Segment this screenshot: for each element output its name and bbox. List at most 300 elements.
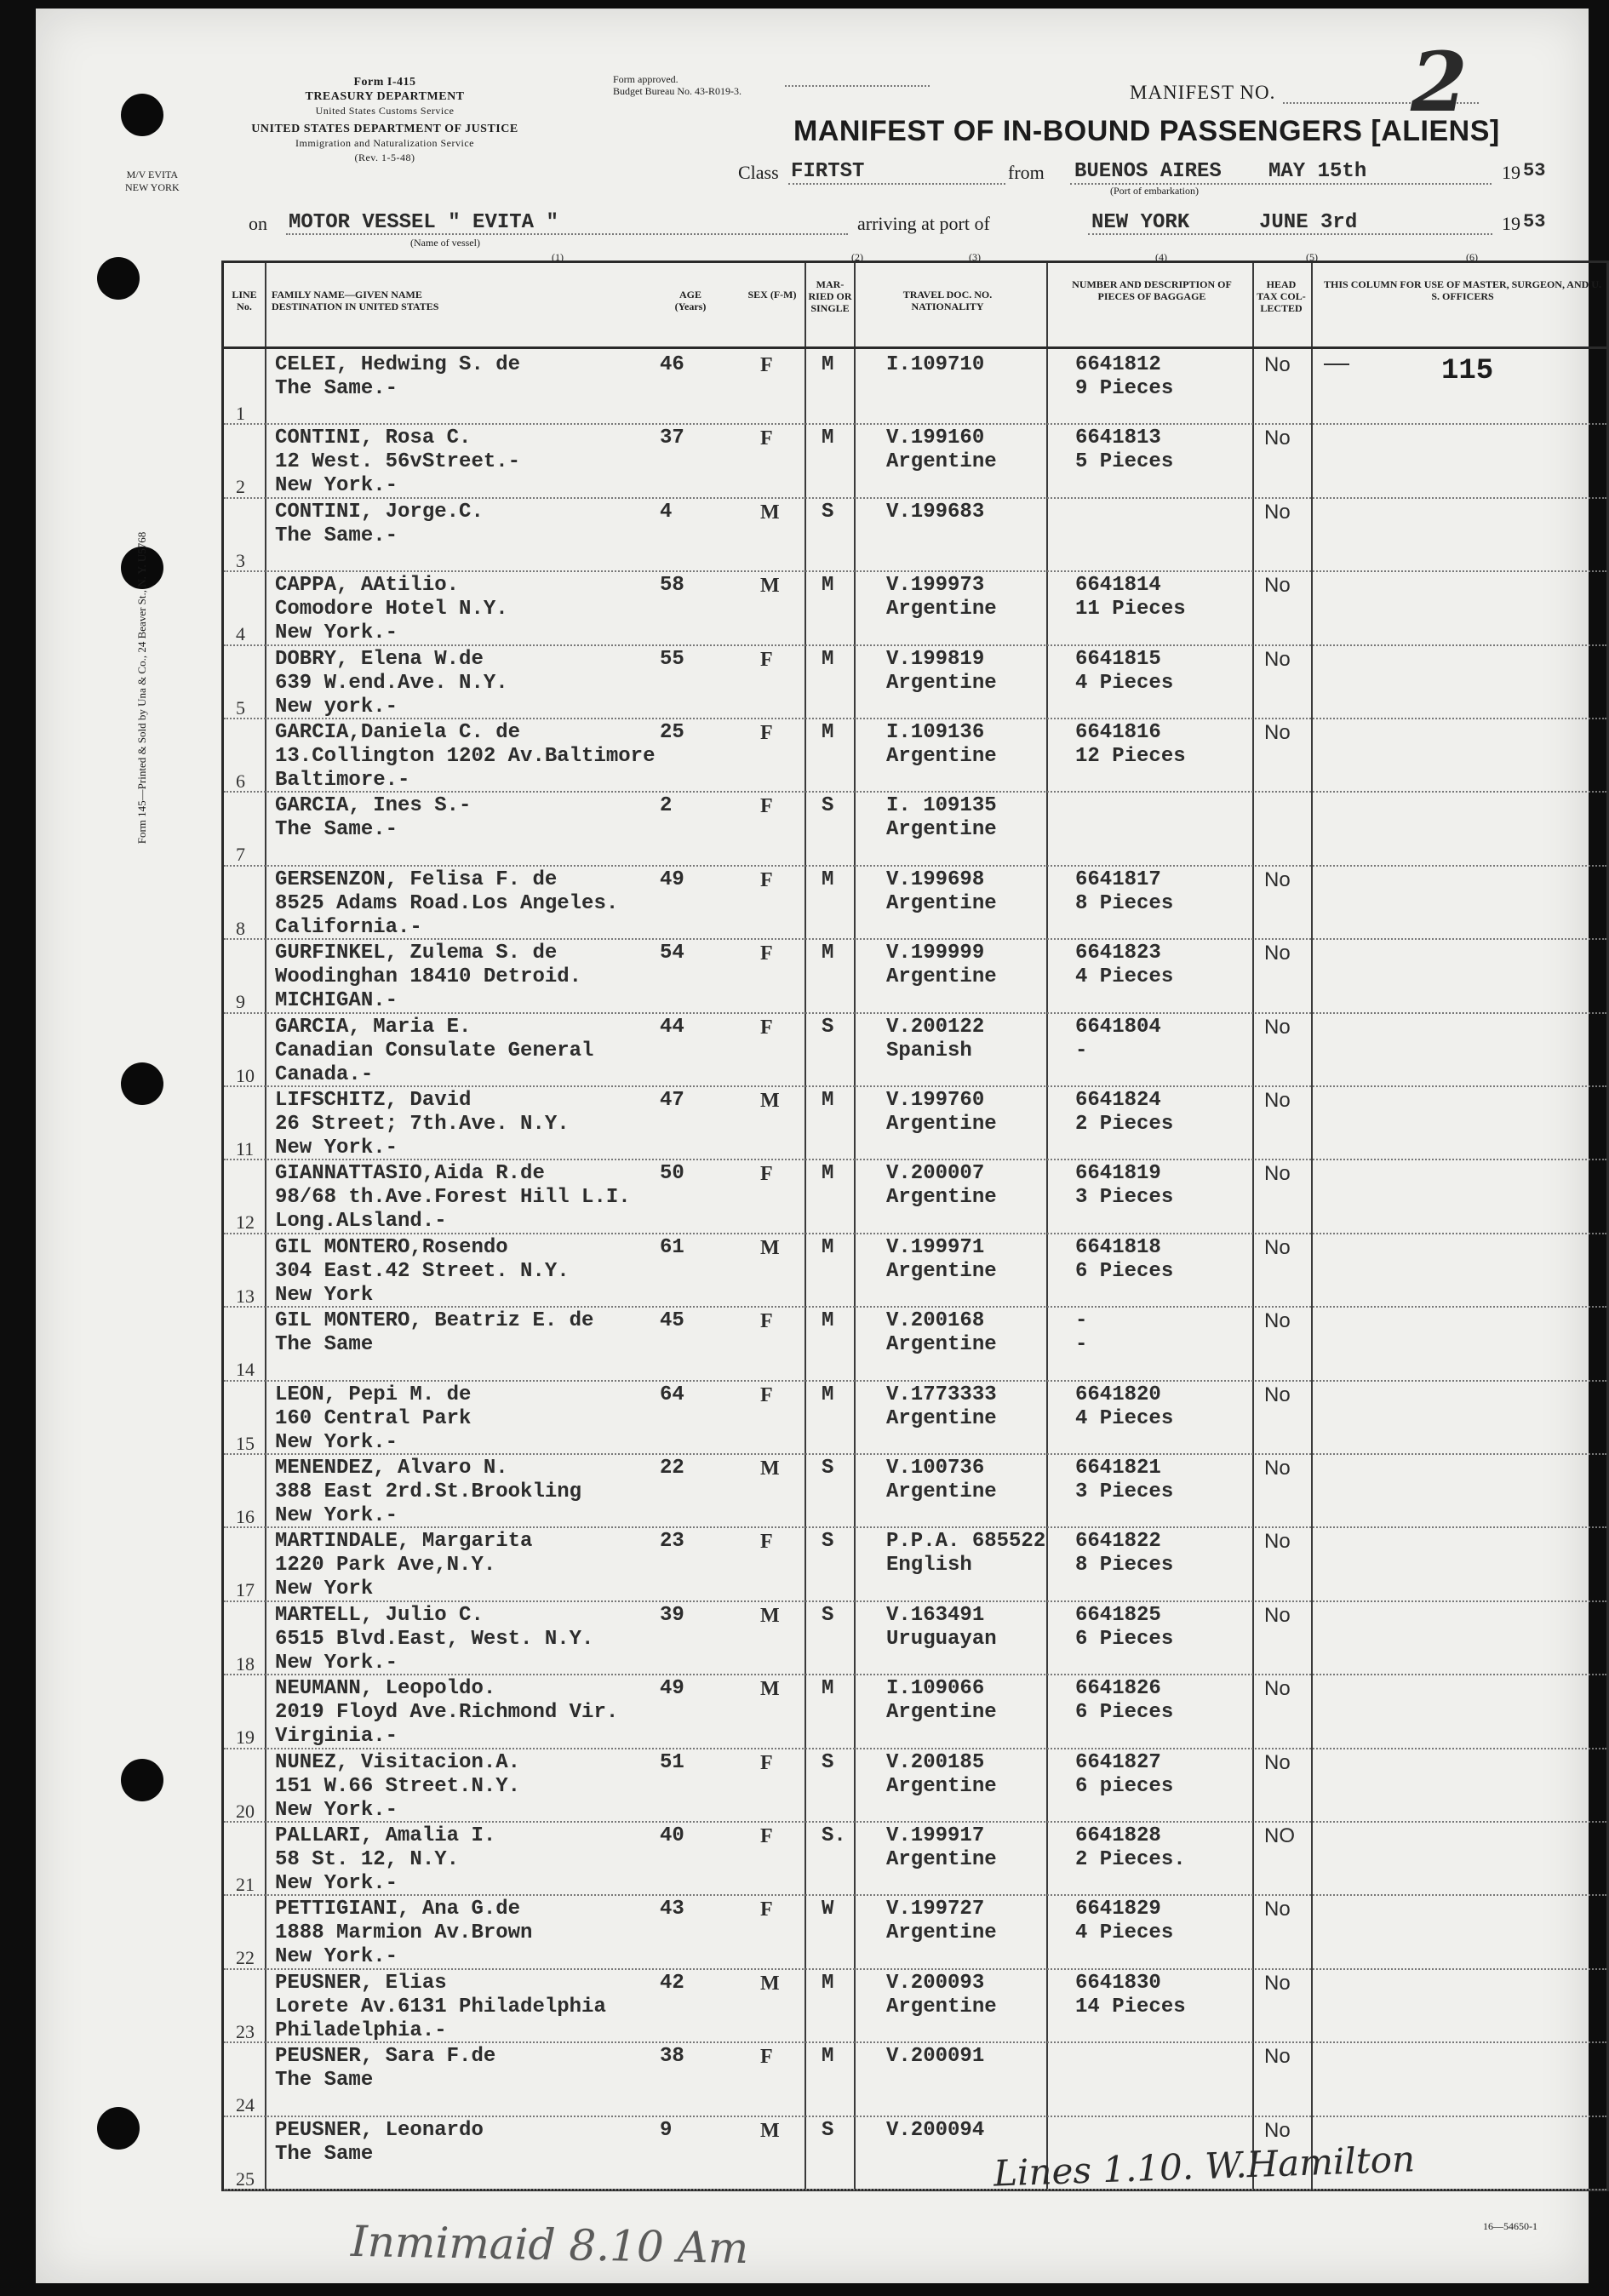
head-tax: No — [1264, 1089, 1291, 1112]
line-number: 11 — [236, 1138, 255, 1159]
col-head-tax: HEAD TAX COL-LECTED — [1257, 278, 1306, 314]
passenger-destination-2: New York.- — [275, 1651, 398, 1675]
approval-dots — [785, 85, 930, 87]
passenger-sex: F — [760, 722, 773, 744]
passenger-marital: M — [822, 647, 834, 671]
baggage-number: 6641823 — [1075, 942, 1161, 965]
travel-doc-number: I.109710 — [886, 353, 985, 376]
baggage-number: 6641830 — [1075, 1971, 1161, 1995]
passenger-age: 43 — [660, 1898, 684, 1921]
vessel-dots — [286, 233, 848, 235]
passenger-name: GARCIA,Daniela C. de — [275, 721, 521, 744]
passenger-age: 47 — [660, 1089, 684, 1112]
baggage-pieces: 9 Pieces — [1075, 377, 1174, 400]
passenger-marital: M — [822, 574, 834, 598]
head-tax: No — [1264, 1162, 1291, 1186]
manifest-no-label: MANIFEST NO. — [1130, 82, 1276, 103]
baggage-pieces: 3 Pieces — [1075, 1186, 1174, 1210]
passenger-marital: S — [822, 1750, 834, 1774]
line-number: 21 — [236, 1874, 255, 1895]
head-tax: No — [1264, 942, 1291, 965]
baggage-number: 6641818 — [1075, 1235, 1161, 1259]
passenger-age: 49 — [660, 1677, 684, 1701]
passenger-destination: 8525 Adams Road.Los Angeles. — [275, 891, 619, 915]
passenger-marital: M — [822, 1162, 834, 1186]
passenger-marital: M — [822, 1383, 834, 1406]
passenger-destination: 1220 Park Ave,N.Y. — [275, 1554, 496, 1577]
passenger-marital: M — [822, 1677, 834, 1701]
row-rule — [224, 865, 1606, 867]
baggage-number: 6641828 — [1075, 1824, 1161, 1847]
baggage-pieces: 5 Pieces — [1075, 450, 1174, 474]
passenger-name: NEUMANN, Leopoldo. — [275, 1677, 496, 1701]
baggage-pieces: - — [1075, 1333, 1088, 1357]
col-num-3: (3) — [969, 251, 981, 263]
baggage-number: 6641822 — [1075, 1530, 1161, 1554]
row-rule — [224, 1674, 1606, 1675]
baggage-pieces: 6 Pieces — [1075, 1701, 1174, 1725]
line-number: 5 — [236, 696, 245, 719]
line-number: 7 — [236, 844, 245, 866]
form-header-left — [202, 75, 568, 165]
nationality: Argentine — [886, 745, 997, 768]
line-number: 16 — [236, 1506, 255, 1527]
row-rule — [224, 1526, 1606, 1528]
line-number: 1 — [236, 403, 245, 424]
margin-note — [125, 169, 180, 194]
row-rule — [224, 497, 1606, 499]
class-value: FIRTST — [791, 160, 865, 183]
passenger-destination: 2019 Floyd Ave.Richmond Vir. — [275, 1701, 619, 1725]
baggage-pieces: 14 Pieces — [1075, 1995, 1186, 2018]
head-tax: No — [1264, 1898, 1291, 1921]
line-number: 23 — [236, 2020, 255, 2042]
punch-hole — [97, 257, 140, 300]
passenger-marital: W — [822, 1898, 834, 1921]
travel-doc-number: P.P.A. 685522 — [886, 1530, 1046, 1554]
travel-doc-number: V.199973 — [886, 574, 985, 598]
row-rule — [224, 1012, 1606, 1014]
head-tax: No — [1264, 1750, 1291, 1774]
passenger-destination: The Same — [275, 1333, 374, 1357]
passenger-sex: F — [760, 354, 773, 376]
passenger-name: GIL MONTERO, Beatriz E. de — [275, 1309, 594, 1333]
passenger-age: 39 — [660, 1603, 684, 1627]
from-label: from — [1008, 162, 1045, 183]
nationality: Argentine — [886, 450, 997, 474]
nationality: Argentine — [886, 1848, 997, 1871]
row-rule — [224, 2189, 1606, 2190]
head-tax: No — [1264, 427, 1291, 450]
arrival-year-prefix: 19 — [1502, 213, 1520, 234]
col-num-6: (6) — [1466, 251, 1478, 263]
passenger-sex: F — [760, 868, 773, 891]
baggage-number: 6641813 — [1075, 427, 1161, 450]
baggage-pieces: 2 Pieces. — [1075, 1848, 1186, 1871]
passenger-sex: F — [760, 795, 773, 818]
passenger-sex: M — [760, 1236, 780, 1259]
passenger-name: GURFINKEL, Zulema S. de — [275, 942, 558, 965]
row-rule — [224, 1159, 1606, 1160]
passenger-destination: 6515 Blvd.East, West. N.Y. — [275, 1627, 594, 1651]
passenger-destination: The Same — [275, 2142, 374, 2166]
passenger-destination-2: Baltimore.- — [275, 769, 410, 792]
col-head-sex: SEX (F-M) — [747, 289, 797, 301]
col-head-line: LINE No. — [232, 289, 257, 312]
passenger-sex: F — [760, 1751, 773, 1774]
baggage-pieces: 11 Pieces — [1075, 598, 1186, 621]
line-number: 10 — [236, 1064, 255, 1086]
passenger-destination: The Same.- — [275, 377, 398, 400]
dept-justice-sub: Immigration and Naturalization Service — [295, 137, 474, 149]
row-rule — [224, 423, 1606, 425]
row-rule — [224, 2116, 1606, 2117]
passenger-name: PETTIGIANI, Ana G.de — [275, 1898, 521, 1921]
passenger-destination-2: MICHIGAN.- — [275, 989, 398, 1013]
passenger-sex: F — [760, 942, 773, 965]
from-year-suffix: 53 — [1523, 160, 1546, 181]
baggage-pieces: 6 Pieces — [1075, 1627, 1174, 1651]
baggage-number: 6641815 — [1075, 647, 1161, 671]
nationality: Spanish — [886, 1039, 972, 1062]
class-dots — [788, 183, 1005, 185]
passenger-name: PEUSNER, Leonardo — [275, 2118, 484, 2142]
col-divider — [854, 263, 856, 2189]
nationality: Argentine — [886, 1333, 997, 1357]
baggage-number: 6641816 — [1075, 721, 1161, 744]
row-rule — [224, 1968, 1606, 1970]
baggage-number: 6641826 — [1075, 1677, 1161, 1701]
head-tax: NO — [1264, 1824, 1295, 1847]
passenger-destination-2: California.- — [275, 915, 422, 939]
passenger-sex: F — [760, 427, 773, 450]
passenger-name: CONTINI, Rosa C. — [275, 427, 472, 450]
from-year-prefix: 19 — [1502, 162, 1520, 183]
passenger-destination: Lorete Av.6131 Philadelphia — [275, 1995, 606, 2018]
manifest-sheet — [36, 9, 1601, 2283]
head-tax: No — [1264, 574, 1291, 598]
passenger-destination: 98/68 th.Ave.Forest Hill L.I. — [275, 1186, 631, 1210]
revision: (Rev. 1-5-48) — [354, 152, 415, 163]
nationality: Argentine — [886, 1995, 997, 2018]
nationality: Argentine — [886, 598, 997, 621]
passenger-name: GARCIA, Maria E. — [275, 1015, 472, 1039]
passenger-destination: 1888 Marmion Av.Brown — [275, 1921, 533, 1945]
passenger-name: CAPPA, AAtilio. — [275, 574, 460, 598]
travel-doc-number: V.200168 — [886, 1309, 985, 1333]
passenger-sex: F — [760, 1016, 773, 1039]
baggage-number: 6641820 — [1075, 1383, 1161, 1406]
nationality: Argentine — [886, 1774, 997, 1798]
arrival-date: JUNE 3rd — [1259, 211, 1358, 234]
passenger-destination: 58 St. 12, N.Y. — [275, 1848, 460, 1871]
line-number: 6 — [236, 770, 245, 792]
passenger-destination: Woodinghan 18410 Detroid. — [275, 965, 582, 989]
travel-doc-number: V.200094 — [886, 2118, 985, 2142]
row-rule — [224, 791, 1606, 793]
passenger-sex: M — [760, 1678, 780, 1701]
passenger-destination: 388 East 2rd.St.Brookling — [275, 1480, 582, 1503]
baggage-pieces: - — [1075, 1039, 1088, 1062]
dept-treasury: TREASURY DEPARTMENT — [305, 90, 465, 103]
line-number: 14 — [236, 1359, 255, 1381]
col-divider — [265, 263, 266, 2189]
passenger-name: MARTELL, Julio C. — [275, 1603, 484, 1627]
head-tax: No — [1264, 1015, 1291, 1039]
passenger-age: 2 — [660, 794, 673, 818]
passenger-destination-2: New York.- — [275, 474, 398, 498]
passenger-age: 49 — [660, 867, 684, 891]
passenger-age: 46 — [660, 353, 684, 376]
col-head-baggage: NUMBER AND DESCRIPTION OF PIECES OF BAGGAGE — [1072, 278, 1232, 302]
travel-doc-number: V.163491 — [886, 1603, 985, 1627]
passenger-destination-2: New York.- — [275, 1945, 398, 1969]
officer-dash — [1324, 364, 1349, 365]
travel-doc-number: V.100736 — [886, 1457, 985, 1480]
passenger-marital: S. — [822, 1824, 846, 1847]
passenger-marital: M — [822, 721, 834, 744]
col-num-4: (4) — [1155, 251, 1167, 263]
passenger-sex: M — [760, 2119, 780, 2142]
passenger-destination-2: New York.- — [275, 621, 398, 645]
travel-doc-number: V.199160 — [886, 427, 985, 450]
passenger-marital: S — [822, 794, 834, 818]
dept-treasury-sub: United States Customs Service — [315, 105, 455, 117]
passenger-marital: S — [822, 1530, 834, 1554]
passenger-name: GIL MONTERO,Rosendo — [275, 1235, 508, 1259]
passenger-age: 40 — [660, 1824, 684, 1847]
punch-hole — [121, 94, 163, 136]
passenger-age: 50 — [660, 1162, 684, 1186]
travel-doc-number: V.199917 — [886, 1824, 985, 1847]
passenger-marital: M — [822, 1971, 834, 1995]
passenger-name: GARCIA, Ines S.- — [275, 794, 472, 818]
passenger-sex: F — [760, 1531, 773, 1554]
passenger-marital: S — [822, 1603, 834, 1627]
passenger-name: MARTINDALE, Margarita — [275, 1530, 533, 1554]
baggage-number: 6641819 — [1075, 1162, 1161, 1186]
head-tax: No — [1264, 867, 1291, 891]
form-number: Form I-415 — [353, 76, 416, 89]
passenger-name: GIANNATTASIO,Aida R.de — [275, 1162, 545, 1186]
passenger-destination: Comodore Hotel N.Y. — [275, 598, 508, 621]
passenger-age: 25 — [660, 721, 684, 744]
inspector-signature: Lines 1.10. W.Hamilton — [993, 2138, 1416, 2195]
passenger-marital: M — [822, 353, 834, 376]
head-tax: No — [1264, 1603, 1291, 1627]
passenger-age: 38 — [660, 2045, 684, 2069]
row-rule — [224, 1821, 1606, 1823]
passenger-marital: M — [822, 1235, 834, 1259]
travel-doc-number: V.200093 — [886, 1971, 985, 1995]
passenger-name: LIFSCHITZ, David — [275, 1089, 472, 1112]
vessel-caption: (Name of vessel) — [410, 237, 480, 249]
passenger-destination-2: New York.- — [275, 1872, 398, 1895]
travel-doc-number: V.200122 — [886, 1015, 985, 1039]
baggage-pieces: 4 Pieces — [1075, 965, 1174, 989]
side-imprint: Form 145—Printed & Sold by Una & Co., 24 Beaver St., N. Y. U5768 — [135, 531, 148, 845]
passenger-marital: M — [822, 942, 834, 965]
row-rule — [224, 718, 1606, 719]
passenger-sex: F — [760, 1163, 773, 1186]
travel-doc-number: V.200091 — [886, 2045, 985, 2069]
passenger-marital: S — [822, 500, 834, 524]
passenger-name: CONTINI, Jorge.C. — [275, 500, 484, 524]
passenger-marital: M — [822, 2045, 834, 2069]
travel-doc-number: I. 109135 — [886, 794, 997, 818]
passenger-age: 9 — [660, 2118, 673, 2142]
passenger-sex: M — [760, 1457, 780, 1480]
nationality: Argentine — [886, 1259, 997, 1283]
passenger-destination-2: Canada.- — [275, 1062, 374, 1086]
passenger-name: GERSENZON, Felisa F. de — [275, 867, 558, 891]
dept-justice: UNITED STATES DEPARTMENT OF JUSTICE — [251, 123, 518, 135]
passenger-destination: 13.Collington 1202 Av.Baltimore — [275, 745, 656, 768]
form-approved: Form approved. — [613, 73, 679, 85]
travel-doc-number: I.109066 — [886, 1677, 985, 1701]
baggage-number: 6641827 — [1075, 1750, 1161, 1774]
passenger-name: PEUSNER, Elias — [275, 1971, 447, 1995]
passenger-destination-2: New York.- — [275, 1798, 398, 1822]
line-number: 15 — [236, 1432, 255, 1454]
nationality: Argentine — [886, 1701, 997, 1725]
line-number: 12 — [236, 1211, 255, 1234]
passenger-marital: S — [822, 1015, 834, 1039]
passenger-age: 54 — [660, 942, 684, 965]
row-rule — [224, 1306, 1606, 1308]
passenger-marital: M — [822, 1309, 834, 1333]
head-tax: No — [1264, 1309, 1291, 1333]
baggage-number: 6641812 — [1075, 353, 1161, 376]
vessel-name: MOTOR VESSEL " EVITA " — [289, 211, 558, 234]
travel-doc-number: V.199971 — [886, 1235, 985, 1259]
head-tax: No — [1264, 1677, 1291, 1701]
line-number: 19 — [236, 1726, 255, 1749]
passenger-age: 42 — [660, 1971, 684, 1995]
arriving-label: arriving at port of — [857, 213, 990, 234]
passenger-name: MENENDEZ, Alvaro N. — [275, 1457, 508, 1480]
line-number: 25 — [236, 2167, 255, 2190]
col-divider — [1311, 263, 1313, 2189]
baggage-number: 6641814 — [1075, 574, 1161, 598]
punch-hole — [97, 2107, 140, 2150]
row-rule — [224, 1085, 1606, 1087]
row-rule — [224, 1894, 1606, 1896]
line-number: 17 — [236, 1579, 255, 1601]
arrival-stamp: Inmimaid 8.10 Am — [350, 2216, 749, 2274]
nationality: English — [886, 1554, 972, 1577]
baggage-number: 6641829 — [1075, 1898, 1161, 1921]
passenger-destination: 12 West. 56vStreet.- — [275, 450, 521, 474]
head-tax: No — [1264, 721, 1291, 744]
head-tax: No — [1264, 1457, 1291, 1480]
passenger-marital: M — [822, 1089, 834, 1112]
col-head-officers: THIS COLUMN FOR USE OF MASTER, SURGEON, AND U. S. OFFICERS — [1324, 278, 1601, 302]
nationality: Argentine — [886, 671, 997, 695]
head-tax: No — [1264, 500, 1291, 524]
col-num-1: (1) — [552, 251, 564, 263]
passenger-name: LEON, Pepi M. de — [275, 1383, 472, 1406]
passenger-sex: F — [760, 1310, 773, 1333]
head-tax: No — [1264, 1530, 1291, 1554]
arrival-dots — [1088, 233, 1492, 235]
nationality: Argentine — [886, 1480, 997, 1503]
row-rule — [224, 644, 1606, 646]
baggage-pieces: 4 Pieces — [1075, 1406, 1174, 1430]
nationality: Argentine — [886, 1186, 997, 1210]
baggage-pieces: 4 Pieces — [1075, 671, 1174, 695]
manifest-no-value: 2 — [1411, 34, 1468, 130]
line-number: 13 — [236, 1285, 255, 1307]
col-head-travel: TRAVEL DOC. NO. NATIONALITY — [902, 289, 993, 312]
passenger-destination: Canadian Consulate General — [275, 1039, 594, 1062]
nationality: Argentine — [886, 1113, 997, 1136]
baggage-number: 6641804 — [1075, 1015, 1161, 1039]
passenger-destination: 26 Street; 7th.Ave. N.Y. — [275, 1113, 570, 1136]
passenger-age: 44 — [660, 1015, 684, 1039]
from-date: MAY 15th — [1268, 160, 1367, 183]
passenger-sex: F — [760, 1898, 773, 1921]
line-number: 8 — [236, 917, 245, 939]
count-note: 115 — [1441, 355, 1494, 387]
passenger-age: 51 — [660, 1750, 684, 1774]
travel-doc-number: I.109136 — [886, 721, 985, 744]
passenger-destination-2: Long.ALsland.- — [275, 1210, 447, 1234]
travel-doc-number: V.199819 — [886, 647, 985, 671]
from-port: BUENOS AIRES — [1074, 160, 1222, 183]
passenger-destination-2: New york.- — [275, 695, 398, 719]
col-head-age: AGE (Years) — [674, 289, 707, 312]
passenger-age: 37 — [660, 427, 684, 450]
passenger-age: 61 — [660, 1235, 684, 1259]
line-number: 9 — [236, 991, 245, 1013]
passenger-destination: 160 Central Park — [275, 1406, 472, 1430]
row-rule — [224, 570, 1606, 572]
col-divider — [804, 263, 806, 2189]
footer-code: 16—54650-1 — [1483, 2220, 1537, 2232]
line-number: 20 — [236, 1800, 255, 1822]
baggage-number: 6641821 — [1075, 1457, 1161, 1480]
passenger-destination: 304 East.42 Street. N.Y. — [275, 1259, 570, 1283]
col-num-2: (2) — [851, 251, 863, 263]
baggage-pieces: 12 Pieces — [1075, 745, 1186, 768]
passenger-name: NUNEZ, Visitacion.A. — [275, 1750, 521, 1774]
nationality: Argentine — [886, 1921, 997, 1945]
passenger-destination-2: Philadelphia.- — [275, 2018, 447, 2042]
row-rule — [224, 1600, 1606, 1602]
on-label: on — [249, 213, 267, 234]
passenger-age: 58 — [660, 574, 684, 598]
line-number: 2 — [236, 476, 245, 498]
passenger-sex: M — [760, 1090, 780, 1112]
passenger-destination-2: New York.- — [275, 1430, 398, 1454]
line-number: 22 — [236, 1947, 255, 1969]
passenger-destination: The Same — [275, 2069, 374, 2093]
nationality: Uruguayan — [886, 1627, 997, 1651]
passenger-destination-2: New York.- — [275, 1504, 398, 1527]
col-head-married: MAR-RIED OR SINGLE — [808, 278, 852, 314]
header-rule — [224, 346, 1606, 349]
travel-doc-number: V.199999 — [886, 942, 985, 965]
row-rule — [224, 1380, 1606, 1382]
head-tax: No — [1264, 1235, 1291, 1259]
row-rule — [224, 1453, 1606, 1455]
line-number: 24 — [236, 2094, 255, 2116]
passenger-destination-2: Virginia.- — [275, 1725, 398, 1749]
head-tax: No — [1264, 1383, 1291, 1406]
passenger-sex: F — [760, 648, 773, 671]
passenger-age: 22 — [660, 1457, 684, 1480]
